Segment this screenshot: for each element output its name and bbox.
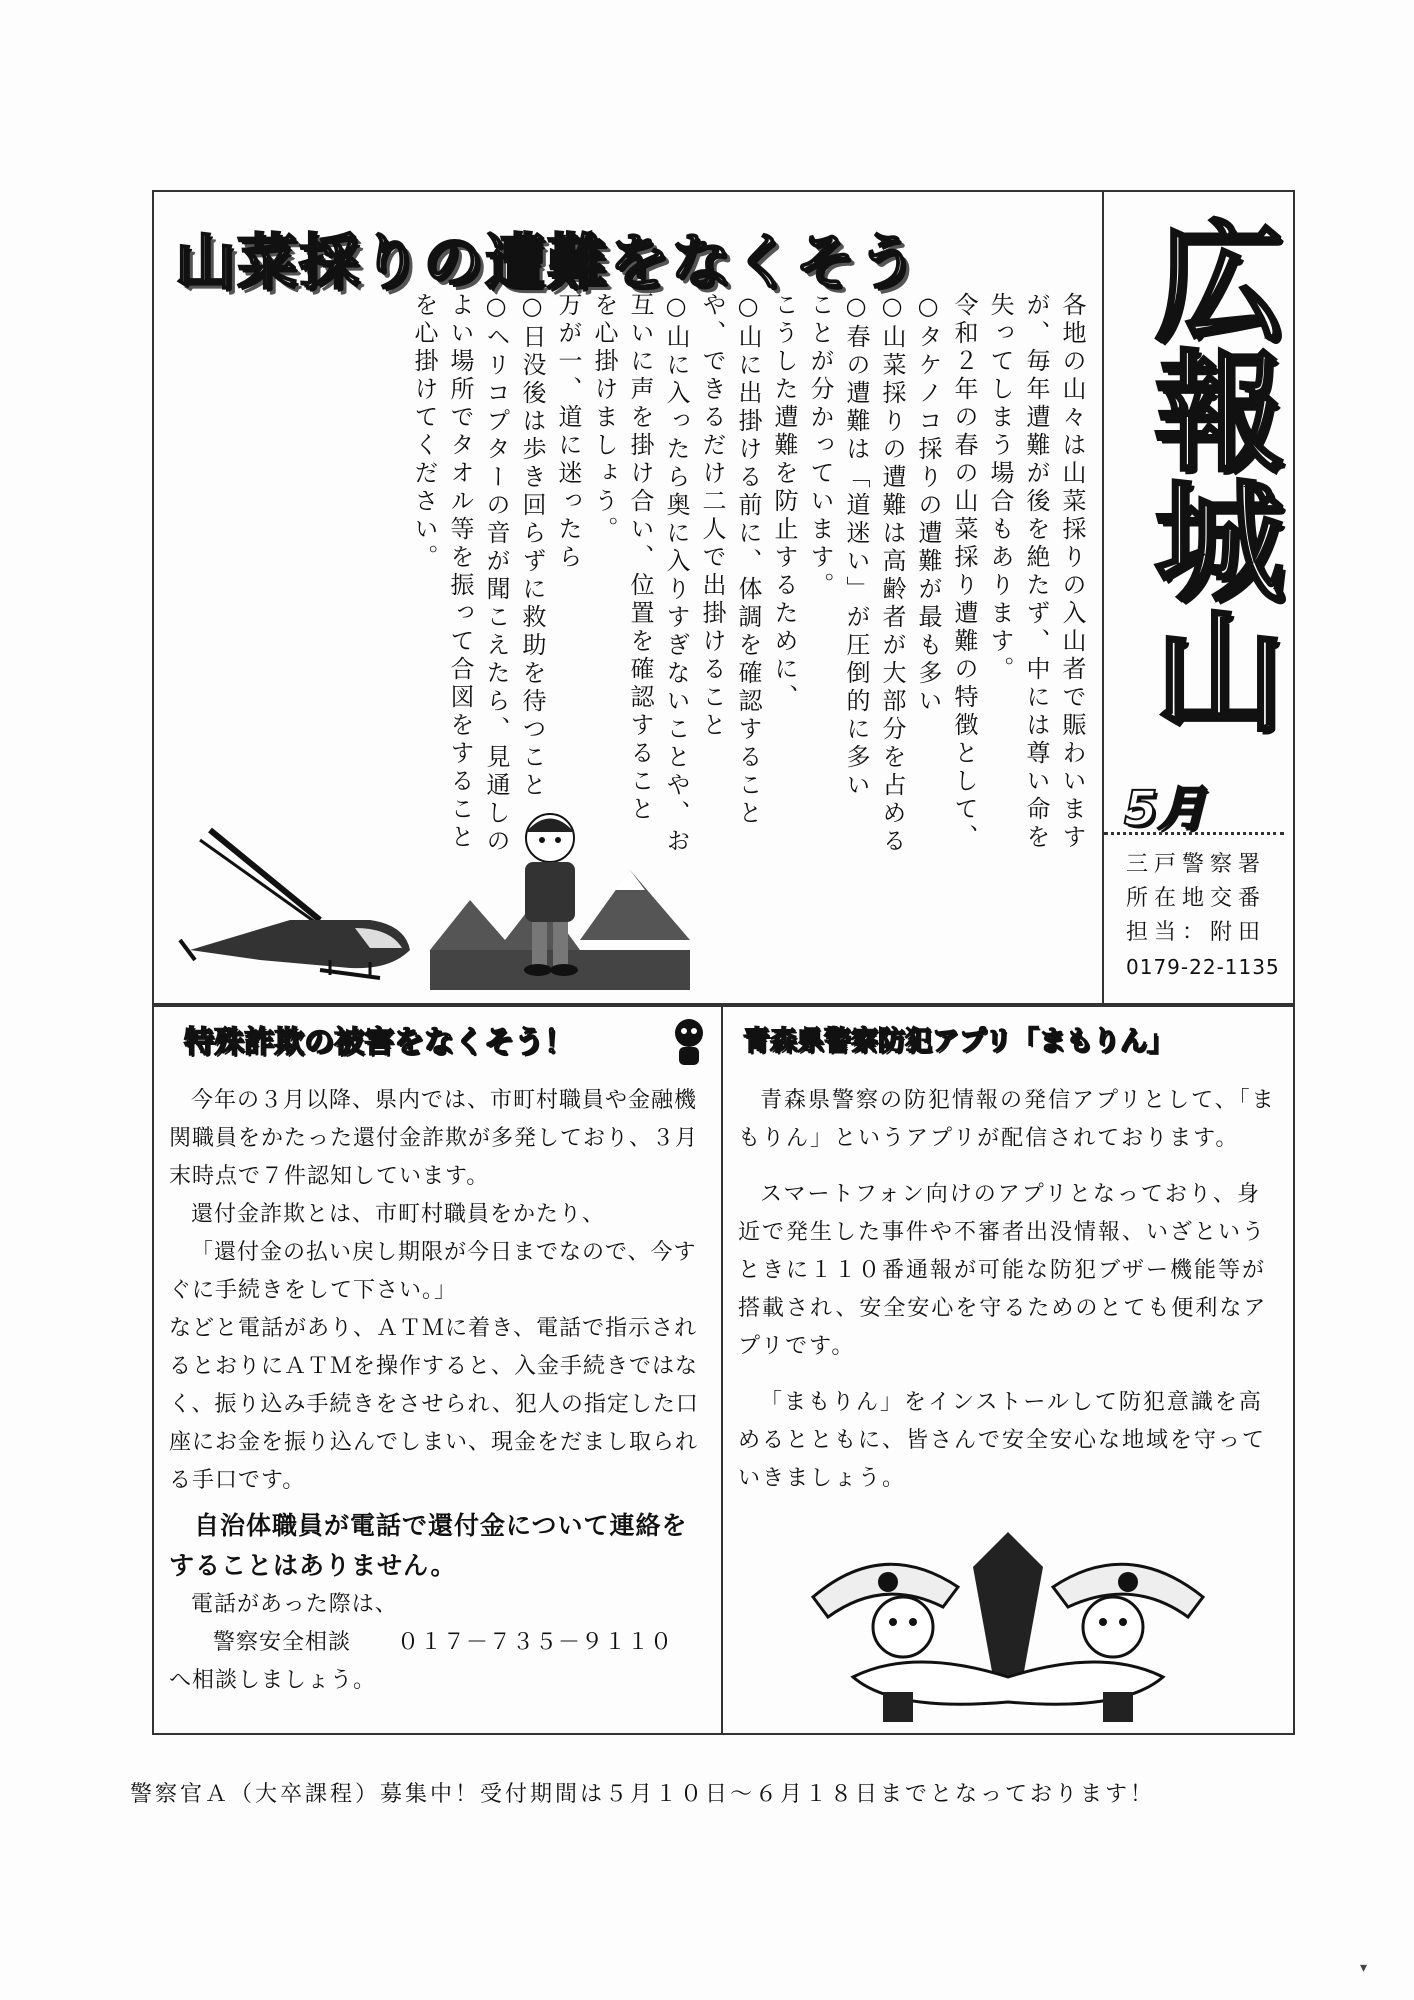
stats-outro: ことが分かっています。 bbox=[806, 292, 834, 600]
mascot-icon bbox=[669, 1015, 709, 1070]
app-body bbox=[738, 1082, 1278, 1498]
intro-text: 各地の山々は山菜採りの入山者で賑わいますが、毎年遭難が後を絶たず、中には尊い命を失ってしまう場合もあります。 bbox=[986, 292, 1086, 852]
stat-item: ○春の遭難は「道迷い」が圧倒的に多い bbox=[842, 292, 870, 800]
helicopter-illustration bbox=[170, 810, 430, 990]
mascot-pair-illustration bbox=[793, 1527, 1223, 1727]
contact-line bbox=[169, 1624, 709, 1662]
org-line-koban: 所在地交番 bbox=[1126, 886, 1267, 911]
lost-intro: 万が一、道に迷ったら bbox=[554, 292, 582, 572]
lost-tip-item: ○ヘリコプターの音が聞こえたら、見通しのよい場所でタオル等を振って合図をすること bbox=[446, 292, 510, 856]
app-headline: 青森県警察防犯アプリ「まもりん」 bbox=[743, 1026, 1174, 1057]
tip-item: ○山に入ったら奥に入りすぎないことや、お互いに声を掛け合い、位置を確認すること bbox=[626, 292, 690, 856]
tip-item: ○山に出掛ける前に、体調を確認することや、できるだけ二人で出掛けること bbox=[698, 292, 762, 828]
main-headline: 山菜採りの遭難をなくそう bbox=[175, 228, 919, 298]
fraud-paragraph: 今年の３月以降、県内では、市町村職員や金融機関職員をかたった還付金詐欺が多発しており、３月末時点で７件認知しています。 bbox=[169, 1088, 699, 1189]
contact-name: 警察安全相談 bbox=[213, 1630, 352, 1655]
app-paragraph: スマートフォン向けのアプリとなっており、身近で発生した事件や不審者出没情報、いざというときに１１０番通報が可能な防犯ブザー機能等が搭載され、安全安心を守るためのとても便利なアプリです。 bbox=[738, 1182, 1268, 1359]
app-article bbox=[723, 1005, 1295, 1735]
issue-month: 5月 bbox=[1124, 781, 1206, 837]
fraud-emphasis: 自治体職員が電話で還付金について連絡をすることはありません。 bbox=[169, 1511, 688, 1580]
app-paragraph: 青森県警察の防犯情報の発信アプリとして、「まもりん」というアプリが配信されております。 bbox=[738, 1088, 1276, 1151]
lost-tip-item: ○日没後は歩き回らずに救助を待つこと bbox=[518, 292, 546, 800]
fraud-quote: 「還付金の払い戻し期限が今日までなので、今すぐに手続きをして下さい。」 bbox=[169, 1240, 697, 1303]
stat-item: ○山菜採りの遭難は高齢者が大部分を占める bbox=[878, 292, 906, 856]
closing-text: を心掛けてください。 bbox=[410, 292, 438, 572]
phone-number: 0179-22-1135 bbox=[1126, 955, 1280, 979]
tips-intro: こうした遭難を防止するために、 bbox=[770, 292, 798, 712]
org-line-station: 三戸警察署 bbox=[1126, 852, 1267, 877]
newsletter-title: 広報城山 bbox=[1133, 214, 1285, 734]
fraud-body bbox=[169, 1082, 709, 1700]
contact-outro: へ相談しましょう。 bbox=[169, 1668, 377, 1693]
fraud-headline: 特殊詐欺の被害をなくそう！ bbox=[184, 1025, 574, 1060]
divider bbox=[1104, 832, 1284, 835]
contact-phone: ０１７－７３５－９１１０ bbox=[397, 1630, 674, 1655]
stats-intro: 令和２年の春の山菜採り遭難の特徴として、 bbox=[950, 292, 978, 852]
scan-mark: ▾ bbox=[1360, 1960, 1368, 1976]
fraud-article bbox=[152, 1005, 723, 1735]
fraud-paragraph: などと電話があり、ＡＴＭに着き、電話で指示されるとおりにＡＴＭを操作すると、入金手続きではなく、振り込み手続きをさせられ、犯人の指定した口座にお金を振り込んでしまい、現金をだまし取られる手口です。 bbox=[169, 1316, 699, 1493]
stat-item: ○タケノコ採りの遭難が最も多い bbox=[914, 292, 942, 716]
publisher-info bbox=[1126, 848, 1280, 984]
app-paragraph: 「まもりん」をインストールして防犯意識を高めるとともに、皆さんで安全安心な地域を守っていきましょう。 bbox=[738, 1390, 1267, 1491]
tips-outro: を心掛けましょう。 bbox=[590, 292, 618, 544]
masthead bbox=[1102, 190, 1295, 1005]
recruitment-notice: 警察官Ａ（大卒課程）募集中！受付期間は５月１０日～６月１８日までとなっております！ bbox=[130, 1782, 1156, 1807]
hiker-illustration bbox=[430, 800, 690, 990]
main-article-body bbox=[170, 292, 1090, 862]
fraud-paragraph: 還付金詐欺とは、市町村職員をかたり、 bbox=[191, 1202, 606, 1227]
org-line-contact: 担当：附田 bbox=[1126, 920, 1267, 945]
contact-intro: 電話があった際は、 bbox=[191, 1592, 398, 1617]
